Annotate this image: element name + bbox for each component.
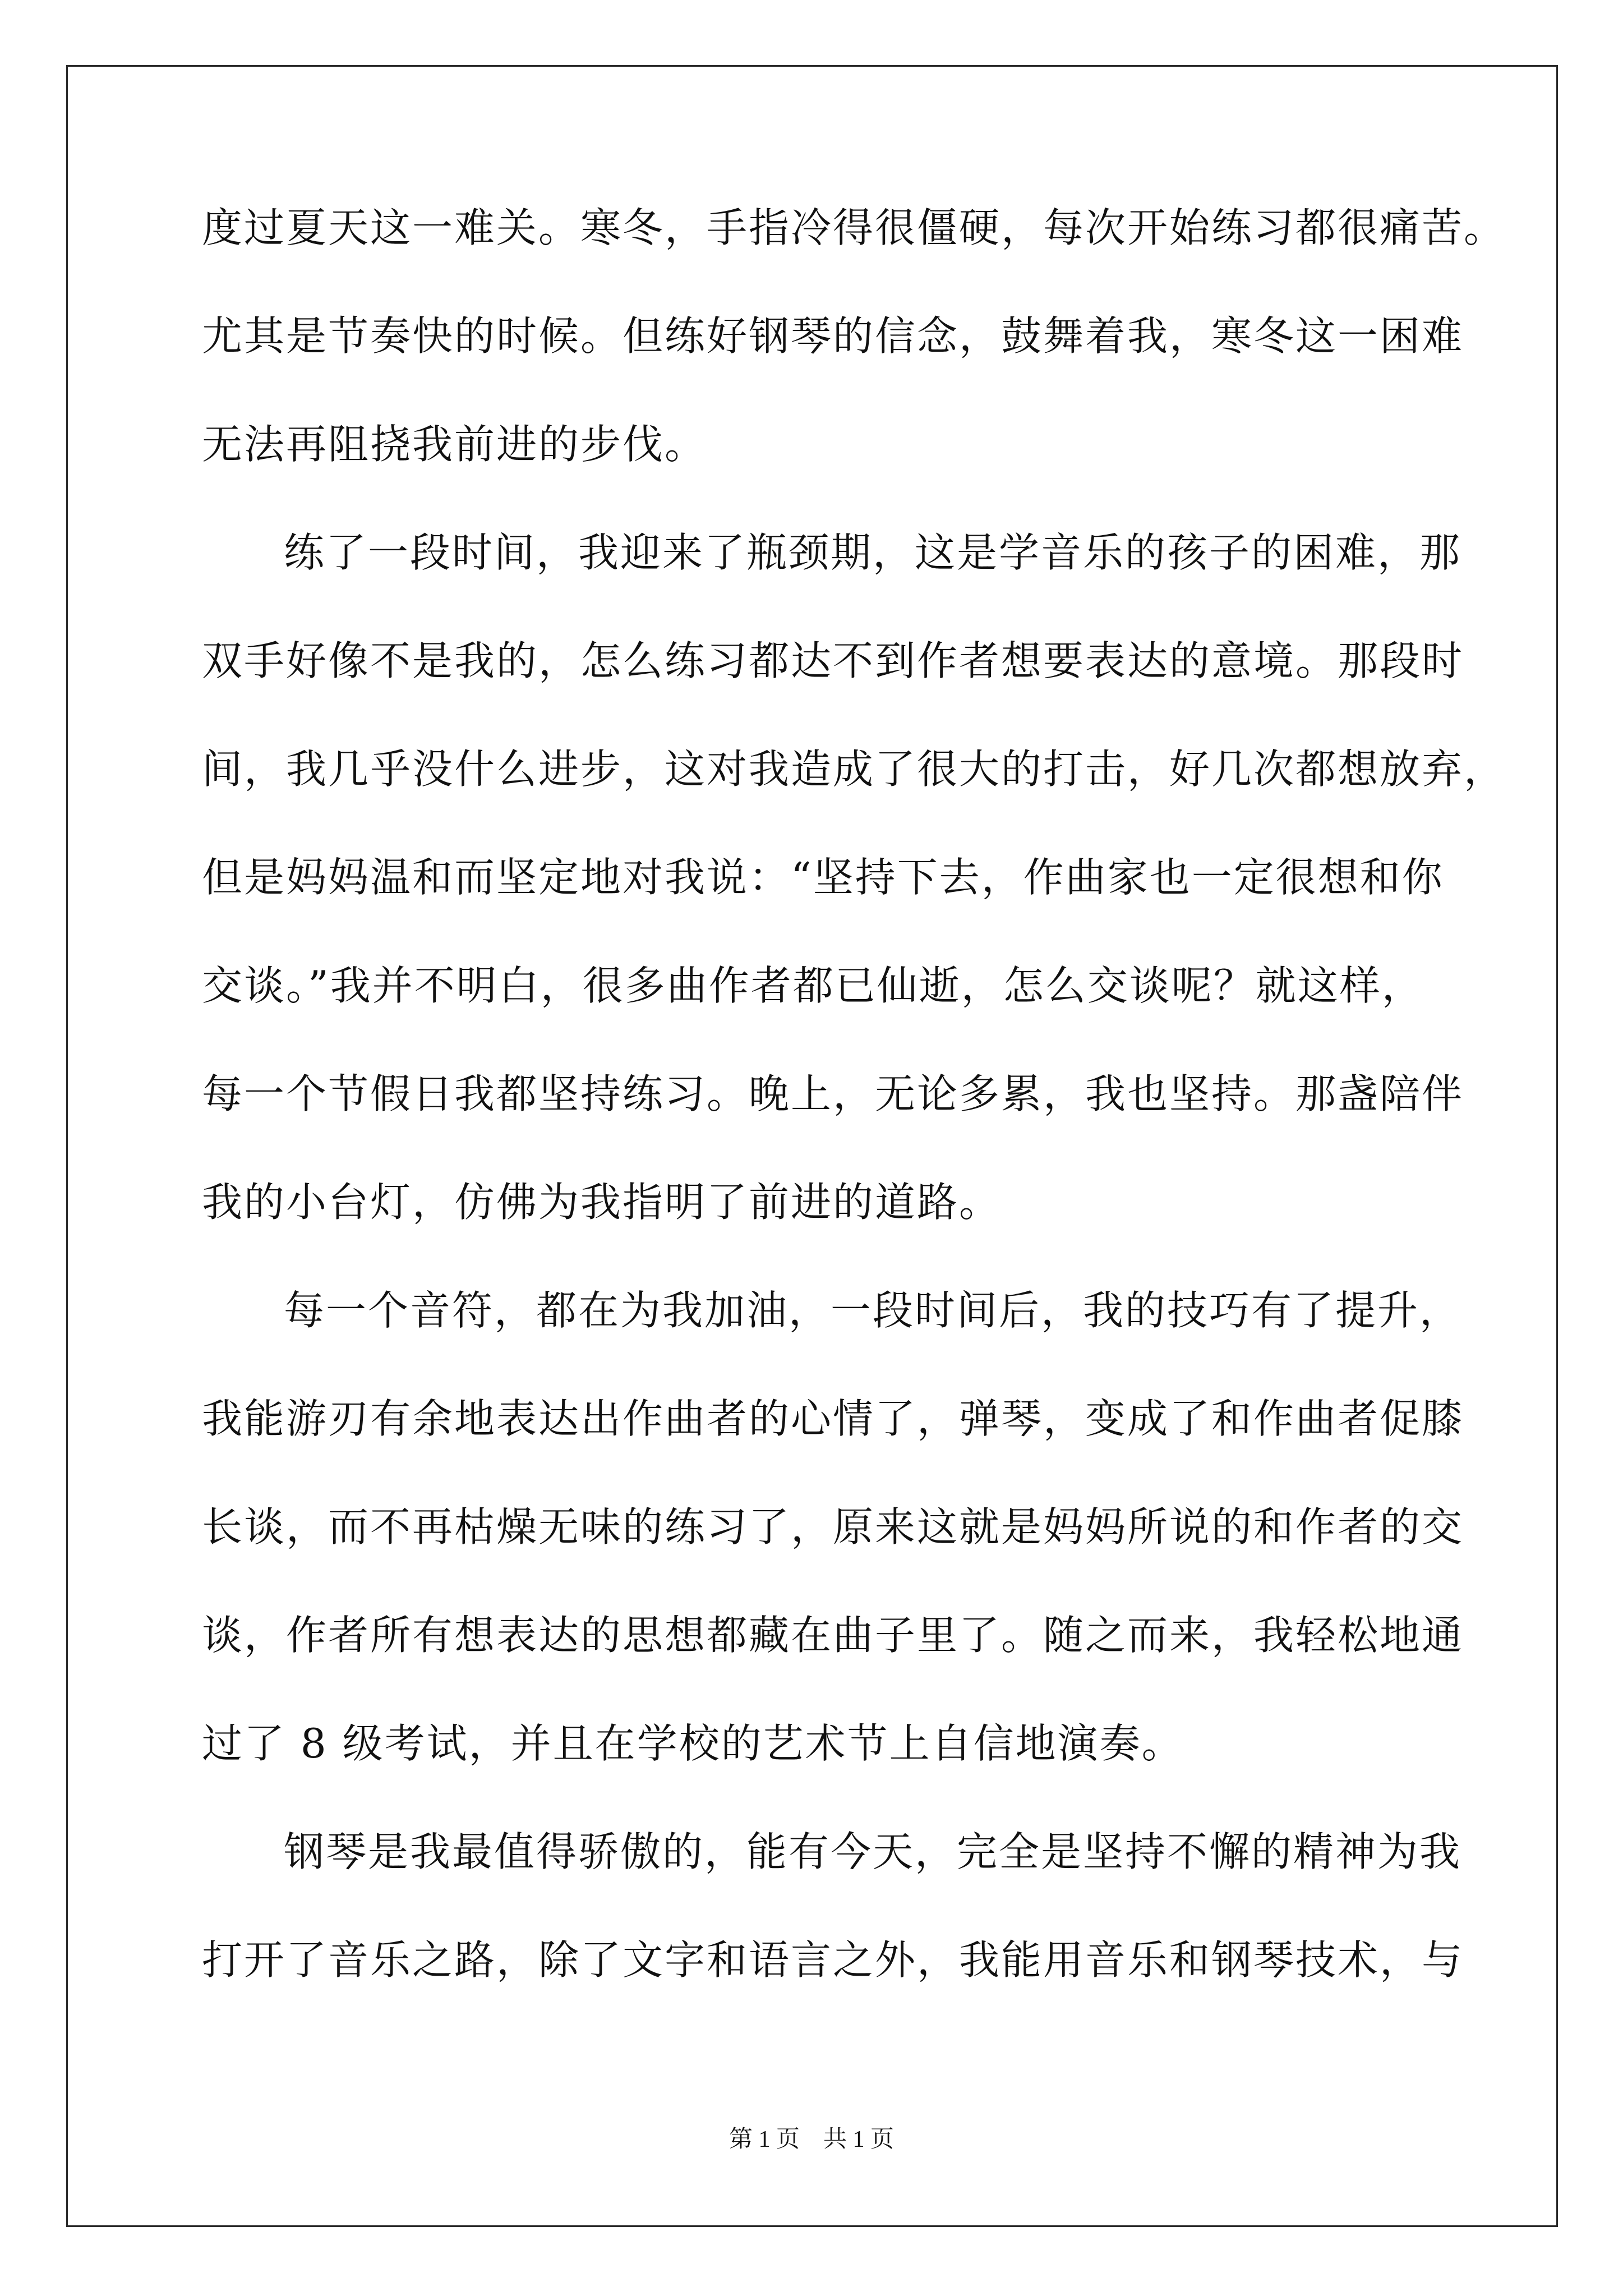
text-line: 尤其是节奏快的时候。但练好钢琴的信念，鼓舞着我，寒冬这一困难 — [202, 312, 1464, 360]
text-line: 我能游刃有余地表达出作曲者的心情了，弹琴，变成了和作曲者促膝 — [202, 1395, 1464, 1442]
text-line: 钢琴是我最值得骄傲的，能有今天，完全是坚持不懈的精神为我 — [284, 1828, 1462, 1875]
text-line: 每一个音符，都在为我加油，一段时间后，我的技巧有了提升， — [284, 1287, 1462, 1334]
page-total: 共 1 页 — [823, 2127, 895, 2152]
text-line: 交谈。”我并不明白，很多曲作者都已仙逝，怎么交谈呢？就这样， — [202, 962, 1424, 1009]
text-line: 间，我几乎没什么进步，这对我造成了很大的打击，好几次都想放弃， — [202, 746, 1506, 793]
text-line: 过了 8 级考试，并且在学校的艺术节上自信地演奏。 — [202, 1720, 1184, 1767]
text-line: 我的小台灯，仿佛为我指明了前进的道路。 — [202, 1179, 1002, 1226]
text-line: 双手好像不是我的，怎么练习都达不到作者想要表达的意境。那段时 — [202, 637, 1464, 684]
page-footer — [0, 2127, 1623, 2152]
text-line: 但是妈妈温和而坚定地对我说：“坚持下去，作曲家也一定很想和你 — [202, 854, 1444, 901]
text-line: 练了一段时间，我迎来了瓶颈期，这是学音乐的孩子的困难，那 — [284, 529, 1462, 576]
text-line: 打开了音乐之路，除了文字和语言之外，我能用音乐和钢琴技术，与 — [202, 1936, 1464, 1984]
text-line: 无法再阻挠我前进的步伐。 — [202, 421, 707, 468]
page-number: 第 1 页 — [728, 2127, 800, 2152]
text-line: 度过夏天这一难关。寒冬，手指冷得很僵硬，每次开始练习都很痛苦。 — [202, 204, 1506, 251]
text-line: 每一个节假日我都坚持练习。晚上，无论多累，我也坚持。那盏陪伴 — [202, 1070, 1464, 1117]
text-line: 谈，作者所有想表达的思想都藏在曲子里了。随之而来，我轻松地通 — [202, 1612, 1464, 1659]
text-line: 长谈，而不再枯燥无味的练习了，原来这就是妈妈所说的和作者的交 — [202, 1503, 1464, 1550]
document-body — [202, 204, 1506, 2048]
